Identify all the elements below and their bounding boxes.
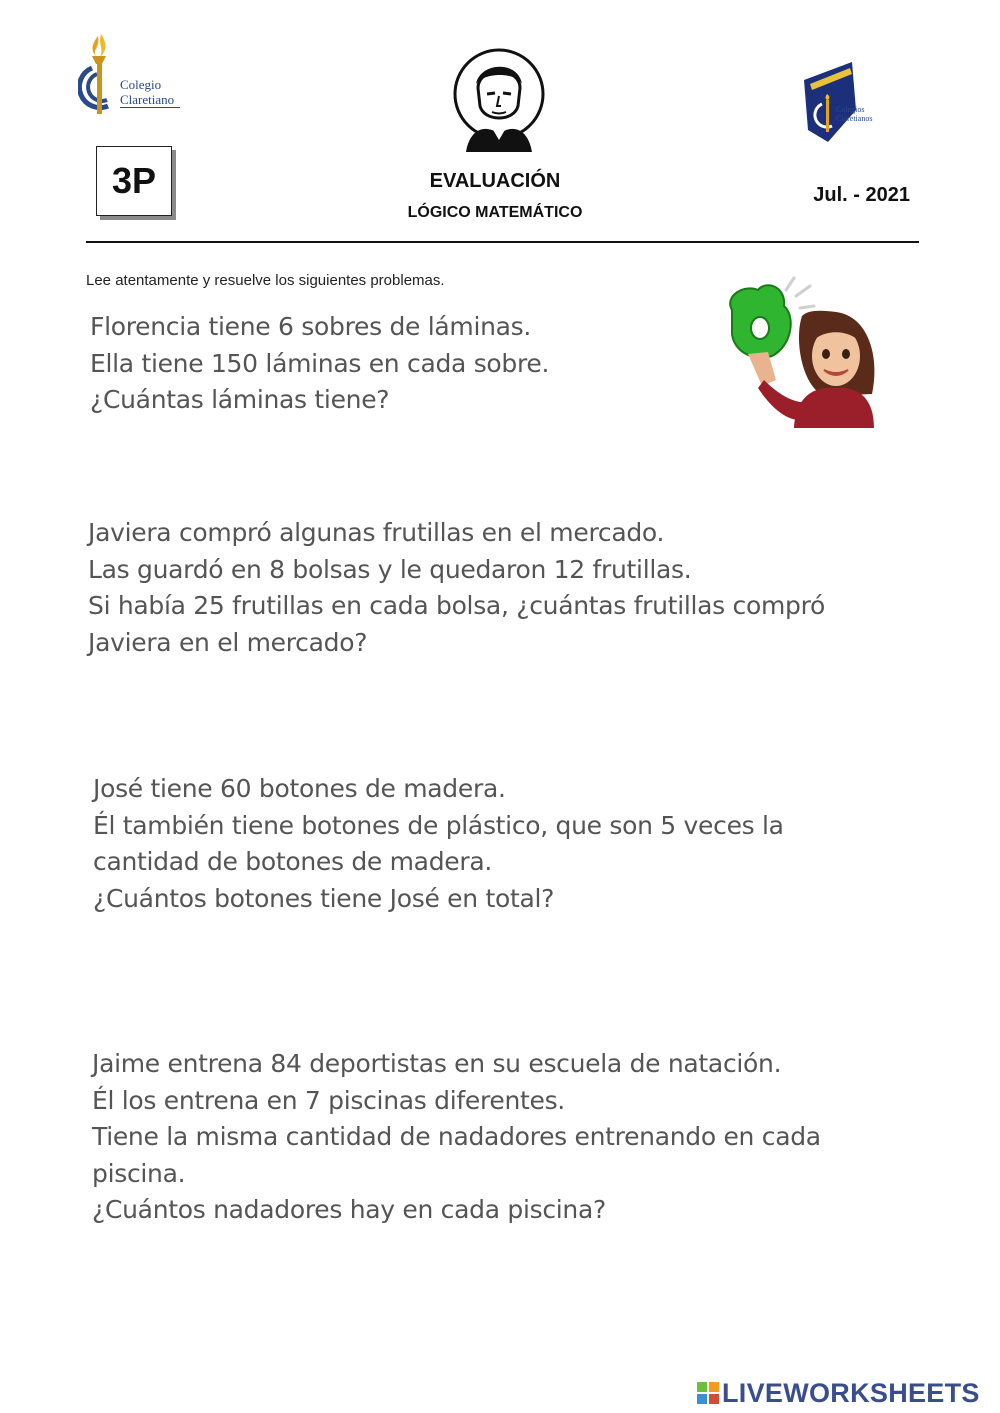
problem-line: Él también tiene botones de plástico, que son 5 veces la: [93, 810, 784, 840]
school-logo-left: [78, 32, 203, 118]
problem-4: [92, 1046, 821, 1229]
problem-line: Si había 25 frutillas en cada bolsa, ¿cuántas frutillas compró: [88, 591, 826, 621]
school-name-left: Colegio Claretiano: [120, 77, 180, 108]
page-subtitle: LÓGICO MATEMÁTICO: [407, 204, 583, 221]
torch-logo-icon: [78, 32, 123, 118]
header-divider: [86, 241, 919, 243]
problem-line: ¿Cuántos botones tiene José en total?: [93, 883, 555, 913]
problem-line: Javiera en el mercado?: [88, 627, 368, 657]
school-name-right: Colegios Claretianos: [836, 105, 873, 123]
problem-line: José tiene 60 botones de madera.: [93, 774, 506, 803]
problem-2: [88, 515, 825, 661]
problem-line: ¿Cuántos nadadores hay en cada piscina?: [92, 1195, 606, 1225]
problem-line: Tiene la misma cantidad de nadadores entrenando en cada: [92, 1122, 821, 1152]
teacher-avatar-icon: [724, 276, 879, 428]
page-title: EVALUACIÓN: [429, 170, 561, 192]
problem-line: Javiera compró algunas frutillas en el mercado.: [88, 518, 665, 547]
problem-line: Las guardó en 8 bolsas y le quedaron 12 frutillas.: [88, 554, 692, 584]
grade-box: 3P: [96, 146, 172, 216]
liveworksheets-icon: [697, 1382, 719, 1404]
liveworksheets-watermark: [697, 1376, 980, 1410]
problem-line: Él los entrena en 7 piscinas diferentes.: [92, 1085, 565, 1115]
teacher-avatar: [724, 276, 879, 428]
saint-portrait: [450, 48, 548, 152]
problem-1: [90, 309, 549, 419]
problem-line: Ella tiene 150 láminas en cada sobre.: [90, 348, 550, 378]
problem-line: cantidad de botones de madera.: [93, 847, 492, 877]
date-label: Jul. - 2021: [813, 184, 910, 206]
problem-line: ¿Cuántas láminas tiene?: [90, 385, 390, 415]
instructions-text: Lee atentamente y resuelve los siguientes problemas.: [86, 272, 445, 289]
watermark-text: LIVEWORKSHEETS: [722, 1377, 980, 1408]
school-logo-right: [800, 60, 878, 144]
problem-3: [93, 771, 784, 917]
saint-portrait-icon: [450, 48, 548, 152]
problem-line: Jaime entrena 84 deportistas en su escuela de natación.: [92, 1049, 782, 1078]
problem-line: piscina.: [92, 1158, 186, 1188]
school-emblem-icon: [800, 60, 878, 144]
problem-line: Florencia tiene 6 sobres de láminas.: [90, 312, 532, 341]
